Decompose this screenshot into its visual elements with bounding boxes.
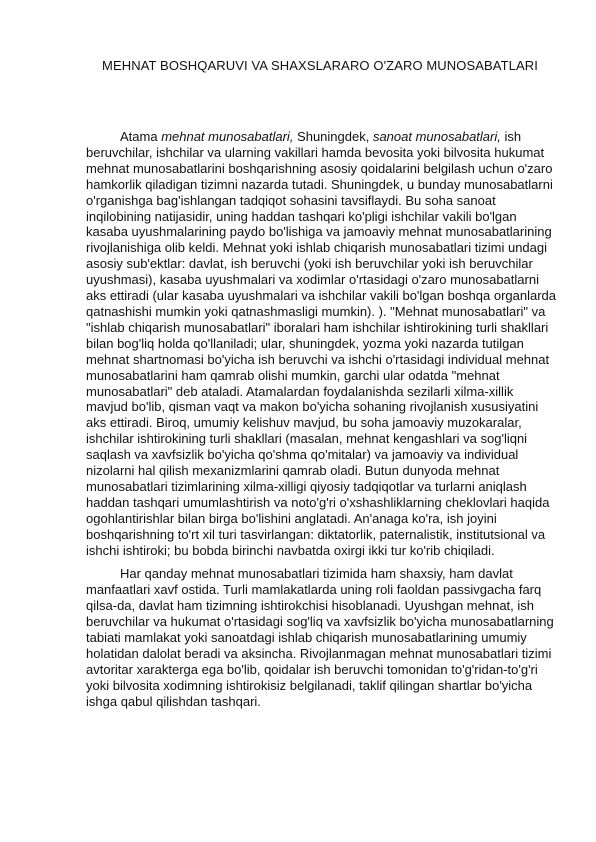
term-mehnat-munosabatlari: mehnat munosabatlari,: [161, 129, 294, 144]
paragraph-1-rest: ish beruvchilar, ishchilar va ularning vakillari hamda bevosita yoki bilvosita hukumat mehnat munosabatlarini boshqarishning asosiy qoidalarini belgilash uchun o'zaro hamkorlik qiladigan tizimni nazarda tutadi. Shuningdek, u bunday munosabatlarni o'rganishga bag'ishlangan tadqiqot sohasini tavsiflaydi. Bu soha sanoat inqilobining natijasidir, uning haddan tashqari ko'pligi ishchilar vakili bo'lgan kasaba uyushmalarining paydo bo'lishiga va jamoaviy mehnat munosabatlarining rivojlanishiga olib keldi. Mehnat yoki ishlab chiqarish munosabatlari tizimi undagi asosiy sub'ektlar: davlat, ish beruvchi (yoki ish beruvchilar yoki ish beruvchilar uyushmasi), kasaba uyushmalari va xodimlar o'rtasidagi o'zaro munosabatlarni aks ettiradi (ular kasaba uyushmalari va ishchilar vakili bo'lgan boshqa organlarda qatnashishi mumkin yoki qatnashmasligi mumkin). ). "Mehnat munosabatlari" va "ishlab chiqarish munosabatlari" iboralari ham ishchilar ishtirokining turli shakllari bilan bog'liq holda qo'llaniladi; ular, shuningdek, yozma yoki nazarda tutilgan mehnat shartnomasi bo'yicha ish beruvchi va ishchi o'rtasidagi individual mehnat munosabatlarini ham qamrab olishi mumkin, garchi ular odatda "mehnat munosabatlari" deb ataladi. Atamalardan foydalanishda sezilarli xilma-xillik mavjud bo'lib, qisman vaqt va makon bo'yicha sohaning rivojlanish xususiyatini aks ettiradi. Biroq, umumiy kelishuv mavjud, bu soha jamoaviy muzokaralar, ishchilar ishtirokining turli shakllari (masalan, mehnat kengashlari va sog'liqni saqlash va xavfsizlik bo'yicha qo'shma qo'mitalar) va jamoaviy va individual nizolarni hal qilish mexanizmlarini qamrab oladi. Butun dunyoda mehnat munosabatlari tizimlarining xilma-xilligi qiyosiy tadqiqotlar va turlarni aniqlash haddan tashqari umumlashtirish va noto'g'ri o'xshashliklarning cheklovlari haqida ogohlantirishlar bilan birga bo'lishini anglatadi. An'anaga ko'ra, ish joyini boshqarishning to'rt xil turi tasvirlangan: diktatorlik, paternalistik, institutsional va ishchi ishtiroki; bu bobda birinchi navbatda oxirgi ikki tur ko'rib chiqiladi.: [86, 129, 557, 558]
term-sanoat-munosabatlari: sanoat munosabatlari,: [372, 129, 501, 144]
paragraph-1-mid: Shuningdek,: [293, 129, 373, 144]
paragraph-1-lead: Atama: [120, 129, 162, 144]
paragraph-2: Har qanday mehnat munosabatlari tizimida ham shaxsiy, ham davlat manfaatlari xavf ostida. Turli mamlakatlarda uning roli faoldan passivgacha farq qilsa-da, davlat ham tizimning ishtirokchisi hisoblanadi. Uyushgan mehnat, ish beruvchilar va hukumat o'rtasidagi sog'liq va xavfsizlik bo'yicha munosabatlarning tabiati mamlakat yoki sanoatdagi ishlab chiqarish munosabatlarining umumiy holatidan dalolat beradi va aksincha. Rivojlanmagan mehnat munosabatlari tizimi avtoritar xarakterga ega bo'lib, qoidalar ish beruvchi tomonidan to'g'ridan-to'g'ri yoki bilvosita xodimning ishtirokisiz belgilanadi, taklif qilingan shartlar bo'yicha ishga qabul qilishdan tashqari.: [86, 566, 554, 709]
document-body: [86, 129, 556, 718]
paragraph-1: [86, 129, 556, 558]
page-title: MEHNAT BOSHQARUVI VA SHAXSLARARO O'ZARO MUNOSABATLARI: [102, 58, 538, 73]
